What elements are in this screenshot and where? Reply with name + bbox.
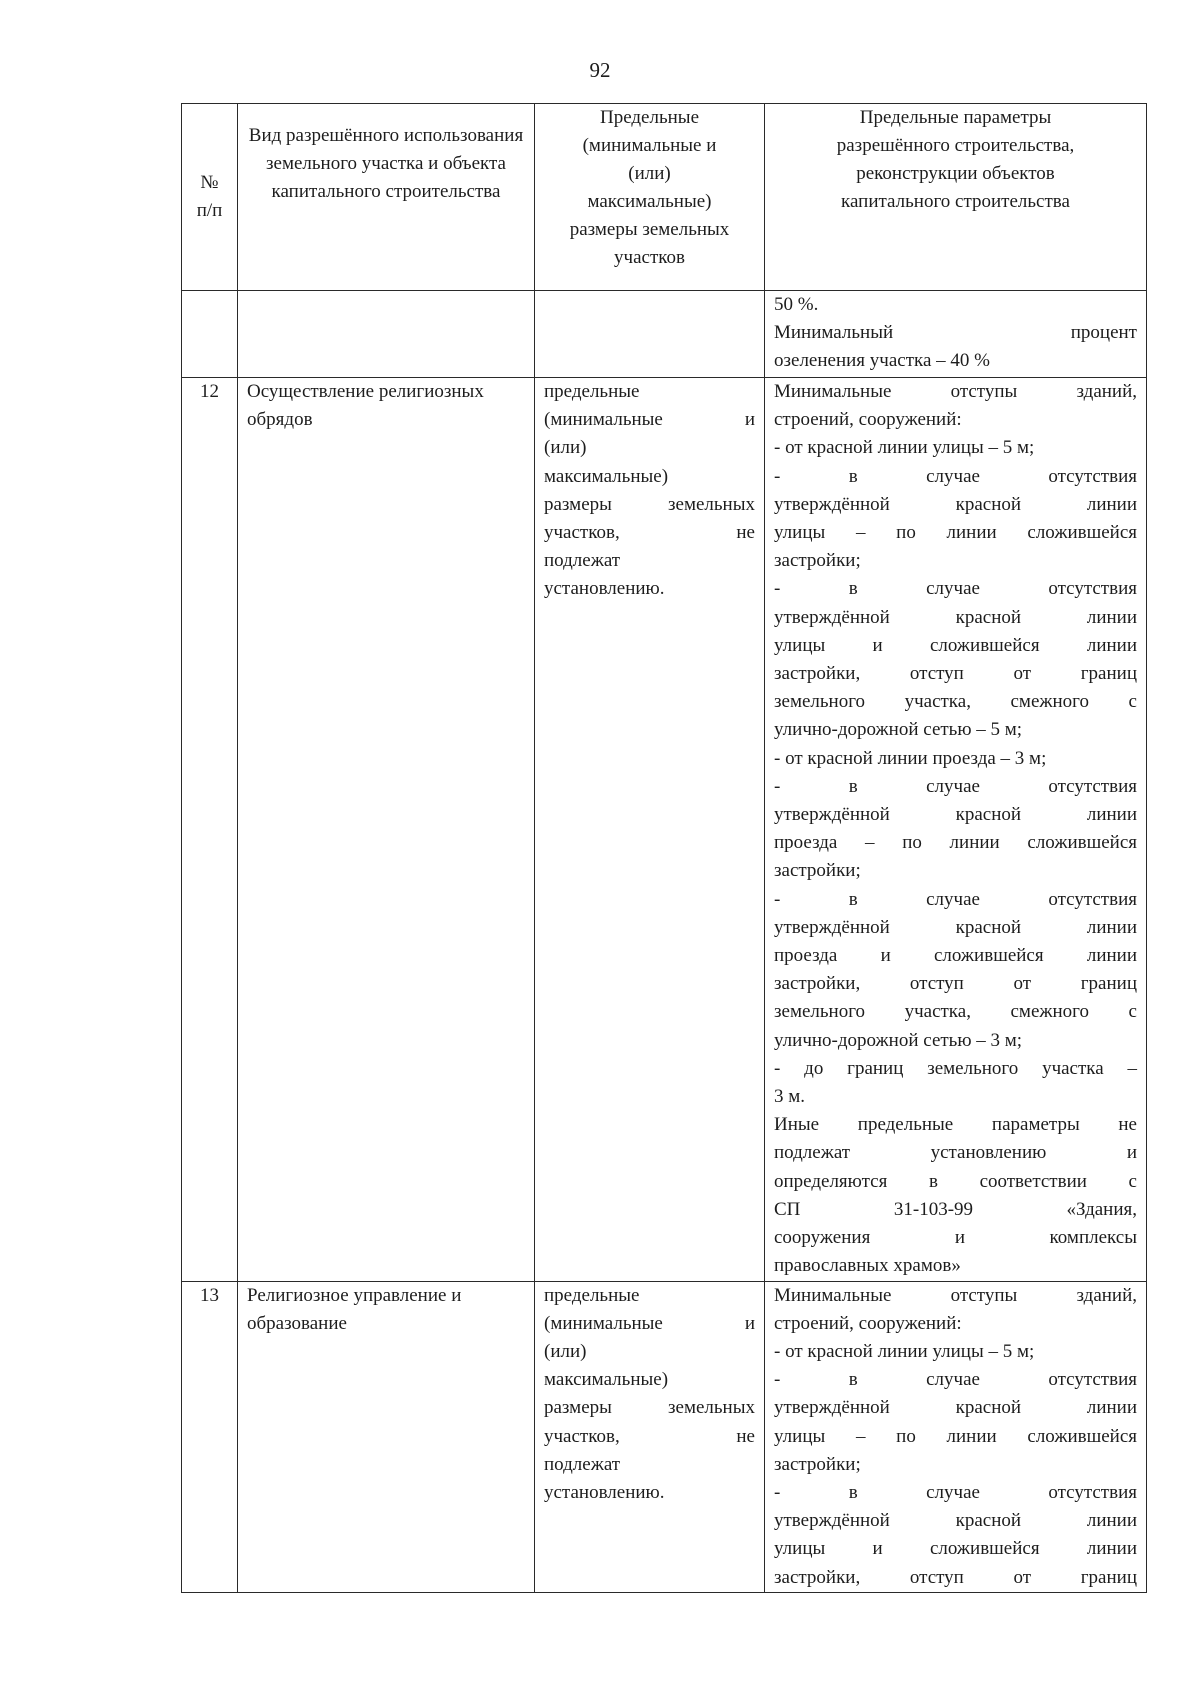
cell-number — [182, 291, 238, 378]
param-line: озеленения участка – 40 % — [774, 350, 990, 372]
header-build-params-line: Предельные параметры — [859, 107, 1052, 128]
param-line: - в случае отсутствия — [774, 1481, 1137, 1503]
header-build-params-line: капитального строительства — [841, 191, 1070, 212]
param-line: СП 31-103-99 «Здания, — [774, 1198, 1137, 1220]
header-use-type-text: Вид разрешённого использования земельного участка и объекта капитального строительства — [248, 125, 524, 202]
size-line: размеры земельных — [544, 1397, 755, 1419]
size-line: участков, не — [544, 1425, 755, 1447]
param-line: улично-дорожной сетью – 5 м; — [774, 719, 1023, 741]
header-plot-size-line: участков — [614, 247, 685, 268]
param-line: 3 м. — [774, 1086, 806, 1108]
param-line: проезда и сложившейся линии — [774, 945, 1137, 967]
size-line: подлежат — [544, 550, 621, 572]
cell-number: 13 — [182, 1281, 238, 1592]
cell-build-params — [765, 291, 1147, 378]
param-line: улицы – по линии сложившейся — [774, 1425, 1137, 1447]
regulations-table — [181, 103, 1147, 1593]
table-row — [182, 378, 1147, 1282]
param-line: Минимальные отступы зданий, — [774, 381, 1137, 402]
param-line: - в случае отсутствия — [774, 465, 1137, 487]
cell-number: 12 — [182, 378, 238, 1282]
param-line: Иные предельные параметры не — [774, 1114, 1137, 1136]
header-plot-size — [535, 104, 765, 291]
param-line: - от красной линии проезда – 3 м; — [774, 747, 1047, 769]
cell-build-params — [765, 378, 1147, 1282]
size-line: максимальные) — [544, 1369, 669, 1391]
header-number-line: № — [200, 172, 219, 193]
param-line: улицы – по линии сложившейся — [774, 522, 1137, 544]
param-line: Минимальный процент — [774, 322, 1137, 344]
param-line: застройки, отступ от границ — [774, 1566, 1137, 1588]
size-line: (или) — [544, 437, 587, 459]
param-line: застройки, отступ от границ — [774, 973, 1137, 995]
cell-plot-size — [535, 378, 765, 1282]
param-line: улицы и сложившейся линии — [774, 634, 1137, 656]
param-line: 50 %. — [774, 294, 819, 315]
size-line: максимальные) — [544, 465, 669, 487]
header-build-params-line: реконструкции объектов — [856, 163, 1055, 184]
header-plot-size-line: (или) — [628, 163, 671, 184]
param-line: застройки, отступ от границ — [774, 663, 1137, 685]
param-line: Минимальные отступы зданий, — [774, 1284, 1137, 1306]
header-number — [182, 104, 238, 291]
cell-build-params — [765, 1281, 1147, 1592]
param-line: застройки; — [774, 550, 861, 572]
param-line: утверждённой красной линии — [774, 804, 1137, 826]
param-line: православных храмов» — [774, 1255, 961, 1277]
header-plot-size-line: размеры земельных — [569, 219, 730, 240]
param-line: утверждённой красной линии — [774, 606, 1137, 628]
param-line: - в случае отсутствия — [774, 888, 1137, 910]
param-line: - от красной линии улицы – 5 м; — [774, 1340, 1035, 1362]
cell-plot-size — [535, 1281, 765, 1592]
param-line: улично-дорожной сетью – 3 м; — [774, 1029, 1023, 1051]
size-line: установлению. — [544, 578, 665, 600]
size-line: (минимальные и — [544, 409, 755, 431]
header-build-params — [765, 104, 1147, 291]
cell-plot-size — [535, 291, 765, 378]
page-number: 92 — [589, 58, 611, 82]
param-line: утверждённой красной линии — [774, 493, 1137, 515]
size-line: (или) — [544, 1340, 587, 1362]
param-line: - в случае отсутствия — [774, 1369, 1137, 1391]
size-line: предельные — [544, 381, 640, 402]
cell-use-type: Осуществление религиозных обрядов — [238, 378, 535, 1282]
param-line: застройки; — [774, 1453, 861, 1475]
header-number-line: п/п — [196, 200, 223, 221]
param-line: улицы и сложившейся линии — [774, 1538, 1137, 1560]
header-use-type — [238, 104, 535, 291]
header-plot-size-line: (минимальные и — [582, 135, 717, 156]
size-line: подлежат — [544, 1453, 621, 1475]
table-header-row — [182, 104, 1147, 291]
table-row-continuation — [182, 291, 1147, 378]
param-line: утверждённой красной линии — [774, 1397, 1137, 1419]
param-line: - от красной линии улицы – 5 м; — [774, 437, 1035, 459]
param-line: утверждённой красной линии — [774, 916, 1137, 938]
param-line: - в случае отсутствия — [774, 775, 1137, 797]
param-line: - в случае отсутствия — [774, 578, 1137, 600]
size-line: участков, не — [544, 522, 755, 544]
param-line: определяются в соответствии с — [774, 1170, 1137, 1192]
size-line: предельные — [544, 1284, 640, 1306]
header-plot-size-line: максимальные) — [587, 191, 712, 212]
size-line: (минимальные и — [544, 1312, 755, 1334]
cell-use-type — [238, 291, 535, 378]
table-row — [182, 1281, 1147, 1592]
cell-use-type: Религиозное управление и образование — [238, 1281, 535, 1592]
param-line: проезда – по линии сложившейся — [774, 832, 1137, 854]
param-line: - до границ земельного участка – — [774, 1057, 1137, 1079]
size-line: размеры земельных — [544, 493, 755, 515]
param-line: строений, сооружений: — [774, 1312, 962, 1334]
param-line: подлежат установлению и — [774, 1142, 1137, 1164]
param-line: строений, сооружений: — [774, 409, 962, 431]
param-line: земельного участка, смежного с — [774, 1001, 1137, 1023]
header-build-params-line: разрешённого строительства, — [836, 135, 1075, 156]
param-line: застройки; — [774, 860, 861, 882]
param-line: утверждённой красной линии — [774, 1510, 1137, 1532]
size-line: установлению. — [544, 1481, 665, 1503]
header-plot-size-line: Предельные — [599, 107, 700, 128]
param-line: земельного участка, смежного с — [774, 691, 1137, 713]
param-line: сооружения и комплексы — [774, 1227, 1137, 1249]
